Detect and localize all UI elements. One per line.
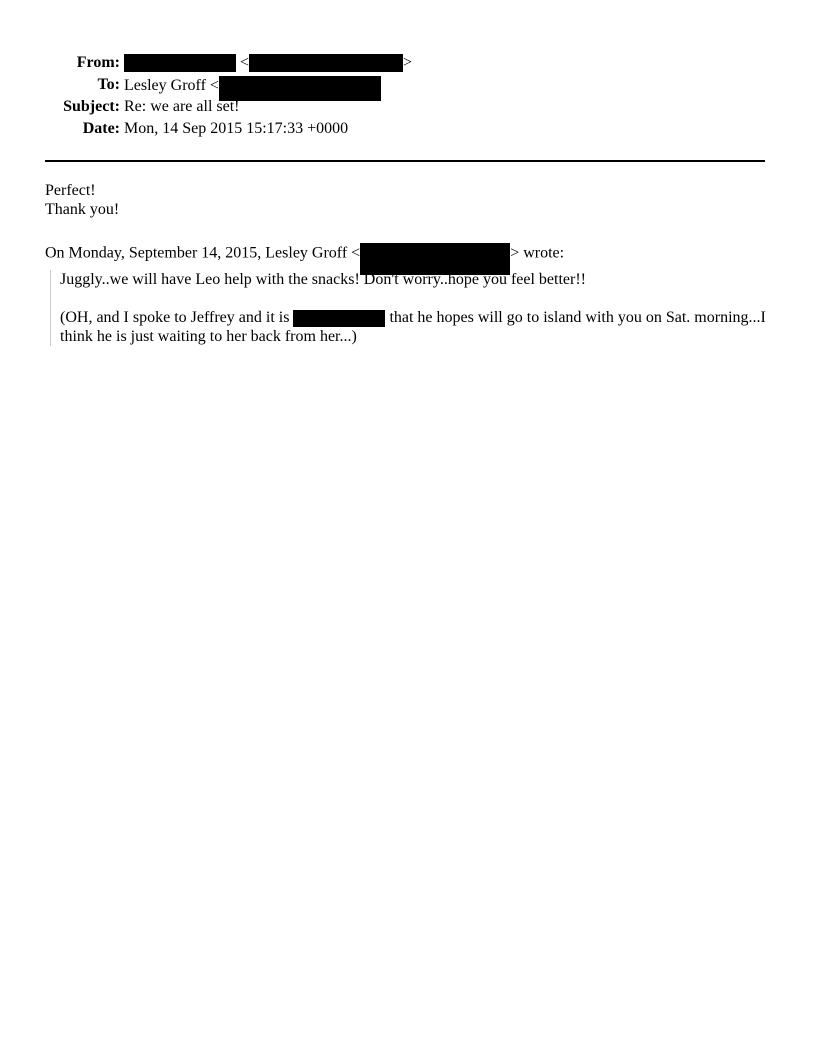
from-gt: > [403, 54, 413, 71]
date-value: Mon, 14 Sep 2015 15:17:33 +0000 [124, 120, 349, 137]
to-row [0, 74, 816, 96]
redaction-from-name [124, 54, 236, 72]
from-label: From: [76, 54, 120, 71]
to-name: Lesley Groff < [124, 77, 219, 95]
attribution-wrote: > wrote: [510, 244, 565, 262]
body-line-perfect: Perfect! [45, 182, 96, 199]
quote-paragraph-jeffrey [60, 308, 767, 346]
date-label: Date: [82, 120, 120, 137]
quote-p2-end: that he hopes will go to island with you on Sat. morning...I think he is just waiting to her back from her...) [60, 309, 766, 345]
subject-row [0, 96, 816, 118]
to-label: To: [97, 76, 120, 93]
quote-spacer [60, 289, 767, 308]
date-row [0, 118, 816, 140]
email-header [0, 52, 816, 140]
attribution-text: On Monday, September 14, 2015, Lesley Groff < [45, 244, 361, 262]
redaction-from-email [249, 54, 403, 72]
body-spacer [45, 219, 767, 238]
from-value [124, 52, 412, 74]
subject-label: Subject: [63, 98, 120, 115]
quote-attribution [45, 238, 767, 270]
from-row [0, 52, 816, 74]
subject-value: Re: we are all set! [124, 98, 240, 115]
quoted-message [50, 270, 767, 346]
body-line-thanks: Thank you! [45, 201, 120, 218]
quote-line-snacks: Juggly..we will have Leo help with the snacks! Don't worry..hope you feel better!! [60, 271, 586, 288]
header-divider [45, 160, 765, 162]
email-body [45, 181, 767, 346]
from-lt: < [240, 54, 250, 71]
quote-p2-start: (OH, and I spoke to Jeffrey and it is [60, 309, 294, 326]
redaction-quote-name [293, 310, 385, 327]
